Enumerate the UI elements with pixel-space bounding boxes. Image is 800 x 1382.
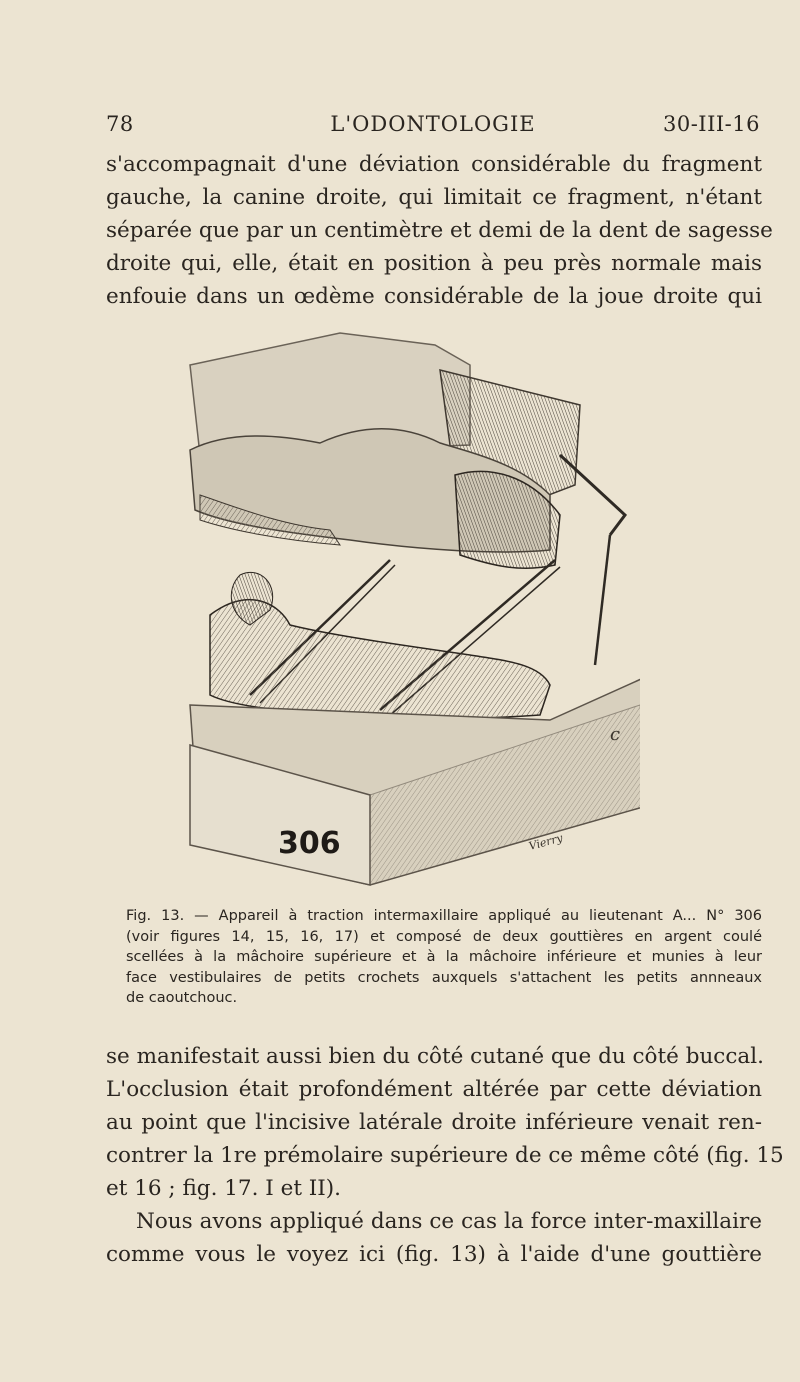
body-text-bottom <box>106 1040 784 1271</box>
text-line: contrer la 1re prémolaire supérieure de ce même côté (fig. 15 <box>106 1143 784 1168</box>
caption-line: de caoutchouc. <box>126 990 238 1006</box>
appliance-illustration <box>170 325 640 897</box>
journal-title: L'ODONTOLOGIE <box>330 112 536 136</box>
text-line: droite qui, elle, était en position à peu près normale mais <box>106 251 762 276</box>
lower-splint <box>210 600 550 719</box>
running-header <box>106 112 760 140</box>
body-text-top <box>106 148 773 313</box>
text-line: au point que l'incisive latérale droite inférieure venait ren- <box>106 1110 762 1135</box>
figure-dental-appliance <box>170 325 640 897</box>
text-line: comme vous le voyez ici (fig. 13) à l'aide d'une gouttière <box>106 1242 762 1267</box>
text-line: se manifestait aussi bien du côté cutané que du côté buccal. <box>106 1044 764 1069</box>
figure-caption <box>126 906 762 1009</box>
issue-date: 30-III-16 <box>662 112 760 136</box>
text-line: séparée que par un centimètre et demi de la dent de sagesse <box>106 218 773 243</box>
text-line: s'accompagnait d'une déviation considérable du fragment <box>106 152 762 177</box>
label-c: c <box>610 724 621 745</box>
rod-vertical <box>595 535 610 665</box>
caption-line: scellées à la mâchoire supérieure et à la mâchoire inférieure et munies à leur <box>126 949 762 965</box>
caption-line: (voir figures 14, 15, 16, 17) et composé de deux gouttières en argent coulé <box>126 928 762 945</box>
upper-base <box>190 333 470 455</box>
model-number-label: 306 <box>278 826 341 861</box>
text-line: gauche, la canine droite, qui limitait ce fragment, n'étant <box>106 185 762 210</box>
page-number: 78 <box>106 112 134 136</box>
text-line: Nous avons appliqué dans ce cas la force inter-maxillaire <box>136 1209 762 1234</box>
text-line: et 16 ; fig. 17. I et II). <box>106 1176 341 1201</box>
caption-line: face vestibulaires de petits crochets auxquels s'attachent les petits annneaux <box>126 969 762 986</box>
caption-line: Fig. 13. — Appareil à traction intermaxillaire appliqué au lieutenant A... N° 306 <box>126 908 762 924</box>
artist-signature: Vierry <box>527 831 565 853</box>
text-line: L'occlusion était profondément altérée par cette déviation <box>106 1077 762 1102</box>
text-line: enfouie dans un œdème considérable de la joue droite qui <box>106 284 762 309</box>
